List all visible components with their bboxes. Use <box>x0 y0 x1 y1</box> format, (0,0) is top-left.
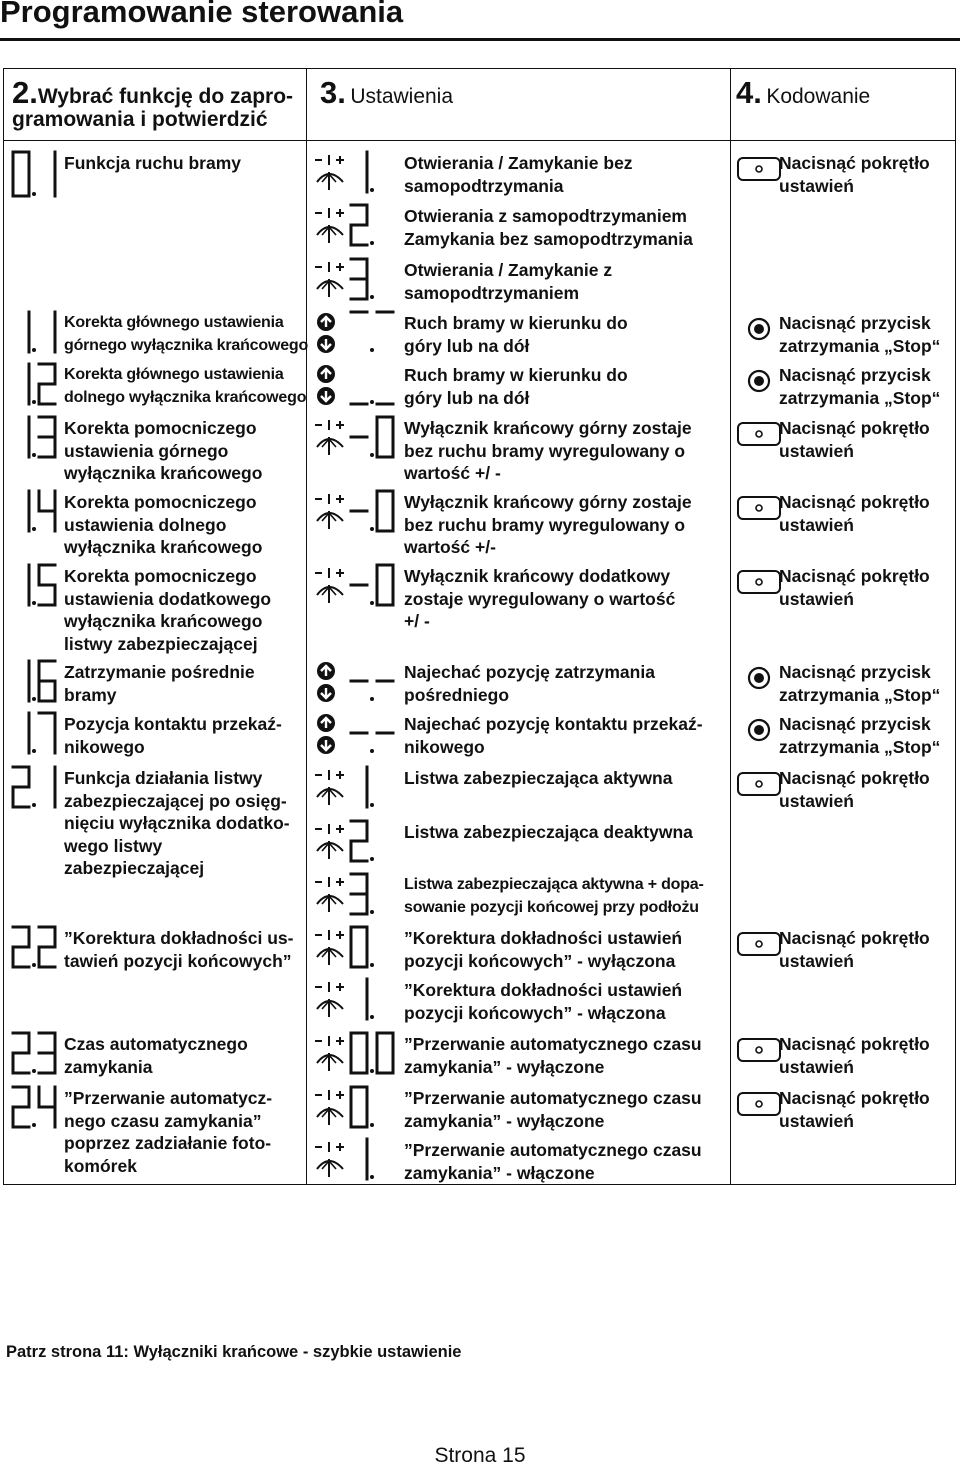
function-code-display <box>6 563 62 607</box>
down-arrow-icon <box>316 386 336 406</box>
knob-button-icon <box>736 1091 782 1117</box>
display-segment <box>377 1033 393 1073</box>
function-label-line: Czas automatycznego <box>64 1034 248 1054</box>
function-label-line: Funkcja działania listwy <box>64 768 263 788</box>
setting-description-line: ”Korektura dokładności ustawień <box>404 980 683 1000</box>
column-divider <box>306 68 307 1185</box>
coding-instruction <box>779 767 955 812</box>
setting-description <box>404 874 726 919</box>
function-label-line: wyłącznika krańcowego <box>64 537 263 557</box>
setting-display <box>344 925 374 969</box>
display-segment <box>351 1033 367 1073</box>
knob-button-icon <box>736 771 782 797</box>
display-segment <box>39 1033 55 1073</box>
function-label-line: poprzez zadziałanie foto- <box>64 1133 272 1153</box>
function-code-display <box>6 765 62 809</box>
setting-description-line: Listwa zabezpieczająca aktywna <box>404 768 673 788</box>
display-segment <box>351 1087 367 1127</box>
page-title: Programowanie sterowania <box>0 0 404 29</box>
setting-description-line: Wyłącznik krańcowy górny zostaje <box>404 492 692 512</box>
setting-description <box>404 927 726 972</box>
setting-description-line: samopodtrzymania <box>404 175 564 196</box>
dial-icon <box>312 205 348 245</box>
coding-instruction-line: ustawień <box>779 790 854 811</box>
display-segment <box>351 927 367 967</box>
coding-instruction <box>779 152 955 197</box>
function-code-display <box>6 1085 62 1129</box>
step-title: Wybrać funkcję do zapro- <box>37 85 294 108</box>
coding-instruction-line: ustawień <box>779 950 854 971</box>
coding-instruction <box>779 312 955 357</box>
coding-instruction-line: ustawień <box>779 588 854 609</box>
coding-instruction-line: zatrzymania „Stop“ <box>779 684 941 705</box>
function-code-display <box>6 310 62 354</box>
setting-display <box>344 1031 400 1075</box>
coding-instruction <box>779 1033 955 1078</box>
setting-description <box>404 364 726 409</box>
function-label-line: nikowego <box>64 736 145 757</box>
function-label-line: nięciu wyłącznika dodatko- <box>64 813 290 833</box>
coding-instruction-line: ustawień <box>779 440 854 461</box>
up-arrow-icon <box>316 661 336 681</box>
display-segment <box>13 1033 29 1073</box>
knob-button-icon <box>736 156 782 182</box>
function-label <box>64 364 307 409</box>
up-arrow-icon <box>316 312 336 332</box>
setting-description-line: Wyłącznik krańcowy górny zostaje <box>404 418 692 438</box>
setting-display <box>344 489 400 533</box>
function-label <box>64 565 304 655</box>
coding-instruction-line: ustawień <box>779 175 854 196</box>
up-arrow-icon <box>316 713 336 733</box>
coding-instruction <box>779 927 955 972</box>
function-label <box>64 767 304 880</box>
footnote: Patrz strona 11: Wyłączniki krańcowe - szybkie ustawienie <box>6 1343 462 1361</box>
stop-button-icon <box>746 665 772 691</box>
setting-description-line: Otwierania z samopodtrzymaniem <box>404 206 687 226</box>
coding-instruction-line: Nacisnąć przycisk <box>779 313 931 333</box>
display-segment <box>39 491 55 531</box>
display-segment <box>351 874 367 914</box>
function-label-line: Zatrzymanie pośrednie <box>64 662 255 682</box>
setting-description-line: Najechać pozycję kontaktu przekaź- <box>404 714 703 734</box>
dial-icon <box>312 979 348 1019</box>
page-number: Strona 15 <box>434 1444 526 1467</box>
setting-description-line: Ruch bramy w kierunku do <box>404 365 628 385</box>
setting-description-line: samopodtrzymaniem <box>404 282 580 303</box>
up-arrow-icon <box>316 364 336 384</box>
setting-description-line: zamykania” - wyłączone <box>404 1110 605 1131</box>
dial-icon <box>312 821 348 861</box>
setting-display <box>344 819 374 863</box>
setting-display <box>344 310 400 354</box>
display-segment <box>351 821 367 861</box>
dial-icon <box>312 767 348 807</box>
setting-description-line: nikowego <box>404 736 485 757</box>
stop-button-icon <box>746 717 772 743</box>
coding-instruction-line: ustawień <box>779 1056 854 1077</box>
display-segment <box>13 767 29 807</box>
knob-button-icon <box>736 1037 782 1063</box>
setting-description <box>404 1087 726 1132</box>
step-number: 2. <box>12 75 38 110</box>
coding-instruction-line: Nacisnąć pokrętło <box>779 1034 930 1054</box>
display-segment <box>39 565 55 605</box>
setting-description <box>404 565 726 633</box>
setting-display <box>344 977 374 1021</box>
setting-description-line: pozycji końcowych” - wyłączona <box>404 950 676 971</box>
setting-description-line: Najechać pozycję zatrzymania <box>404 662 655 682</box>
stop-button-icon <box>746 316 772 342</box>
function-label-line: ”Przerwanie automatycz- <box>64 1088 273 1108</box>
setting-description <box>404 417 726 485</box>
setting-description-line: ”Przerwanie automatycznego czasu <box>404 1034 702 1054</box>
display-segment <box>377 417 393 457</box>
function-label-line: zamykania <box>64 1056 153 1077</box>
function-code-display <box>6 1031 62 1075</box>
setting-description <box>404 661 726 706</box>
setting-description-line: +/ - <box>404 611 430 631</box>
header-step4 <box>736 76 870 109</box>
setting-description-line: Zamykania bez samopodtrzymania <box>404 228 693 249</box>
coding-instruction-line: Nacisnąć pokrętło <box>779 928 930 948</box>
setting-description <box>404 713 726 758</box>
setting-description-line: sowanie pozycji końcowej przy podłożu <box>404 898 699 916</box>
setting-display <box>344 203 374 247</box>
column-divider <box>730 68 731 1185</box>
function-label <box>64 417 304 485</box>
dial-icon <box>312 874 348 914</box>
setting-description-line: Otwierania / Zamykanie z <box>404 260 613 280</box>
setting-description-line: Ruch bramy w kierunku do <box>404 313 628 333</box>
knob-button-icon <box>736 931 782 957</box>
function-label-line: Korekta głównego ustawienia <box>64 366 284 383</box>
function-label <box>64 491 304 559</box>
setting-display <box>344 257 374 301</box>
setting-description-line: Listwa zabezpieczająca deaktywna <box>404 822 693 842</box>
function-label-line: Funkcja ruchu bramy <box>64 153 241 173</box>
function-label-line: ustawienia górnego <box>64 440 229 461</box>
coding-instruction-line: Nacisnąć przycisk <box>779 662 931 682</box>
function-code-display <box>6 150 62 198</box>
knob-button-icon <box>736 569 782 595</box>
setting-description-line: ”Przerwanie automatycznego czasu <box>404 1088 702 1108</box>
setting-display <box>344 872 374 916</box>
dial-icon <box>312 565 348 605</box>
function-label <box>64 713 304 758</box>
coding-instruction-line: Nacisnąć pokrętło <box>779 1088 930 1108</box>
setting-description <box>404 205 726 250</box>
coding-instruction-line: Nacisnąć pokrętło <box>779 492 930 512</box>
dial-icon <box>312 927 348 967</box>
setting-description-line: góry lub na dół <box>404 335 530 356</box>
header-step2 <box>12 76 293 132</box>
display-segment <box>39 1087 55 1127</box>
display-segment <box>39 927 55 967</box>
function-code-display <box>6 489 62 533</box>
display-segment <box>39 661 55 701</box>
setting-description-line: góry lub na dół <box>404 387 530 408</box>
dial-icon <box>312 491 348 531</box>
function-label-line: bramy <box>64 684 117 705</box>
dial-icon <box>312 417 348 457</box>
setting-description <box>404 821 726 844</box>
coding-instruction <box>779 1087 955 1132</box>
setting-description-line: zostaje wyregulowany o wartość <box>404 588 676 609</box>
setting-description-line: zamykania” - wyłączone <box>404 1056 605 1077</box>
setting-description-line: bez ruchu bramy wyregulowany o <box>404 514 686 535</box>
display-segment <box>351 205 367 245</box>
function-code-display <box>6 659 62 703</box>
down-arrow-icon <box>316 735 336 755</box>
function-code-display <box>6 925 62 969</box>
function-label-line: komórek <box>64 1155 137 1176</box>
setting-description-line: Listwa zabezpieczająca aktywna + dopa- <box>404 876 704 893</box>
display-segment <box>13 152 29 196</box>
function-label-line: górnego wyłącznika krańcowego <box>64 336 309 354</box>
coding-instruction <box>779 565 955 610</box>
display-segment <box>39 364 55 404</box>
coding-instruction-line: ustawień <box>779 514 854 535</box>
setting-description-line: ”Korektura dokładności ustawień <box>404 928 683 948</box>
setting-description-line: Otwierania / Zamykanie bez <box>404 153 633 173</box>
setting-display <box>344 1137 374 1181</box>
function-label-line: Korekta pomocniczego <box>64 418 257 438</box>
setting-description-line: bez ruchu bramy wyregulowany o <box>404 440 686 461</box>
function-label-line: zabezpieczającej po osięg- <box>64 790 287 811</box>
function-label <box>64 927 304 972</box>
display-segment <box>13 927 29 967</box>
coding-instruction <box>779 713 955 758</box>
setting-description-line: ”Przerwanie automatycznego czasu <box>404 1140 702 1160</box>
function-label-line: wyłącznika krańcowego <box>64 463 263 483</box>
display-segment <box>39 417 55 457</box>
function-label-line: wyłącznika krańcowego <box>64 611 263 631</box>
dial-icon <box>312 1033 348 1073</box>
setting-display <box>344 150 374 194</box>
coding-instruction-line: ustawień <box>779 1110 854 1131</box>
setting-display <box>344 415 400 459</box>
dial-icon <box>312 152 348 192</box>
coding-instruction <box>779 417 955 462</box>
coding-instruction-line: Nacisnąć pokrętło <box>779 768 930 788</box>
function-label-line: ”Korektura dokładności us- <box>64 928 294 948</box>
setting-description <box>404 1033 726 1078</box>
setting-description <box>404 312 726 357</box>
down-arrow-icon <box>316 334 336 354</box>
setting-display <box>344 563 400 607</box>
function-label-line: zabezpieczającej <box>64 858 205 878</box>
function-label-line: dolnego wyłącznika krańcowego <box>64 388 307 406</box>
coding-instruction-line: Nacisnąć przycisk <box>779 714 931 734</box>
step-number: 4. <box>736 75 762 110</box>
display-segment <box>377 565 393 605</box>
title-divider <box>0 38 960 41</box>
coding-instruction-line: zatrzymania „Stop“ <box>779 335 941 356</box>
function-label <box>64 312 309 357</box>
setting-display <box>344 362 400 406</box>
setting-description-line: Wyłącznik krańcowy dodatkowy <box>404 566 671 586</box>
header-step3 <box>320 76 453 109</box>
function-code-display <box>6 415 62 459</box>
function-label <box>64 661 304 706</box>
knob-button-icon <box>736 495 782 521</box>
setting-display <box>344 659 400 703</box>
setting-display <box>344 711 400 755</box>
function-label <box>64 1087 304 1177</box>
setting-description <box>404 979 726 1024</box>
step-title: Kodowanie <box>766 85 871 108</box>
coding-instruction <box>779 491 955 536</box>
down-arrow-icon <box>316 683 336 703</box>
display-segment <box>13 1087 29 1127</box>
knob-button-icon <box>736 421 782 447</box>
coding-instruction-line: zatrzymania „Stop“ <box>779 387 941 408</box>
coding-instruction <box>779 661 955 706</box>
function-label-line: Korekta głównego ustawienia <box>64 314 284 331</box>
stop-button-icon <box>746 368 772 394</box>
setting-description-line: zamykania” - włączone <box>404 1162 595 1183</box>
setting-description <box>404 152 726 197</box>
dial-icon <box>312 1087 348 1127</box>
setting-description <box>404 491 726 559</box>
function-label-line: Pozycja kontaktu przekaź- <box>64 714 282 734</box>
display-segment <box>351 259 367 299</box>
step-title: Ustawienia <box>350 85 454 108</box>
header-divider <box>3 140 956 141</box>
dial-icon <box>312 259 348 299</box>
function-label-line: wego listwy <box>64 835 163 856</box>
dial-icon <box>312 1139 348 1179</box>
function-label-line: Korekta pomocniczego <box>64 566 257 586</box>
function-label-line: ustawienia dolnego <box>64 514 227 535</box>
display-segment <box>39 713 55 753</box>
coding-instruction <box>779 364 955 409</box>
coding-instruction-line: Nacisnąć pokrętło <box>779 153 930 173</box>
step-title: gramowania i potwierdzić <box>12 108 268 132</box>
function-label-line: ustawienia dodatkowego <box>64 588 272 609</box>
coding-instruction-line: Nacisnąć pokrętło <box>779 566 930 586</box>
setting-description <box>404 259 726 304</box>
function-label-line: Korekta pomocniczego <box>64 492 257 512</box>
display-segment <box>377 491 393 531</box>
setting-description-line: wartość +/ - <box>404 463 501 483</box>
function-code-display <box>6 711 62 755</box>
function-label-line: tawień pozycji końcowych” <box>64 950 292 971</box>
coding-instruction-line: zatrzymania „Stop“ <box>779 736 941 757</box>
setting-display <box>344 1085 374 1129</box>
setting-description-line: pośredniego <box>404 684 510 705</box>
coding-instruction-line: Nacisnąć pokrętło <box>779 418 930 438</box>
setting-description <box>404 767 726 790</box>
function-label-line: nego czasu zamykania” <box>64 1110 262 1131</box>
function-label <box>64 1033 304 1078</box>
function-label <box>64 152 304 175</box>
setting-description <box>404 1139 726 1184</box>
setting-display <box>344 765 374 809</box>
coding-instruction-line: Nacisnąć przycisk <box>779 365 931 385</box>
step-number: 3. <box>320 75 346 110</box>
setting-description-line: pozycji końcowych” - włączona <box>404 1002 666 1023</box>
function-label-line: listwy zabezpieczającej <box>64 633 258 654</box>
setting-description-line: wartość +/- <box>404 537 496 557</box>
function-code-display <box>6 362 62 406</box>
